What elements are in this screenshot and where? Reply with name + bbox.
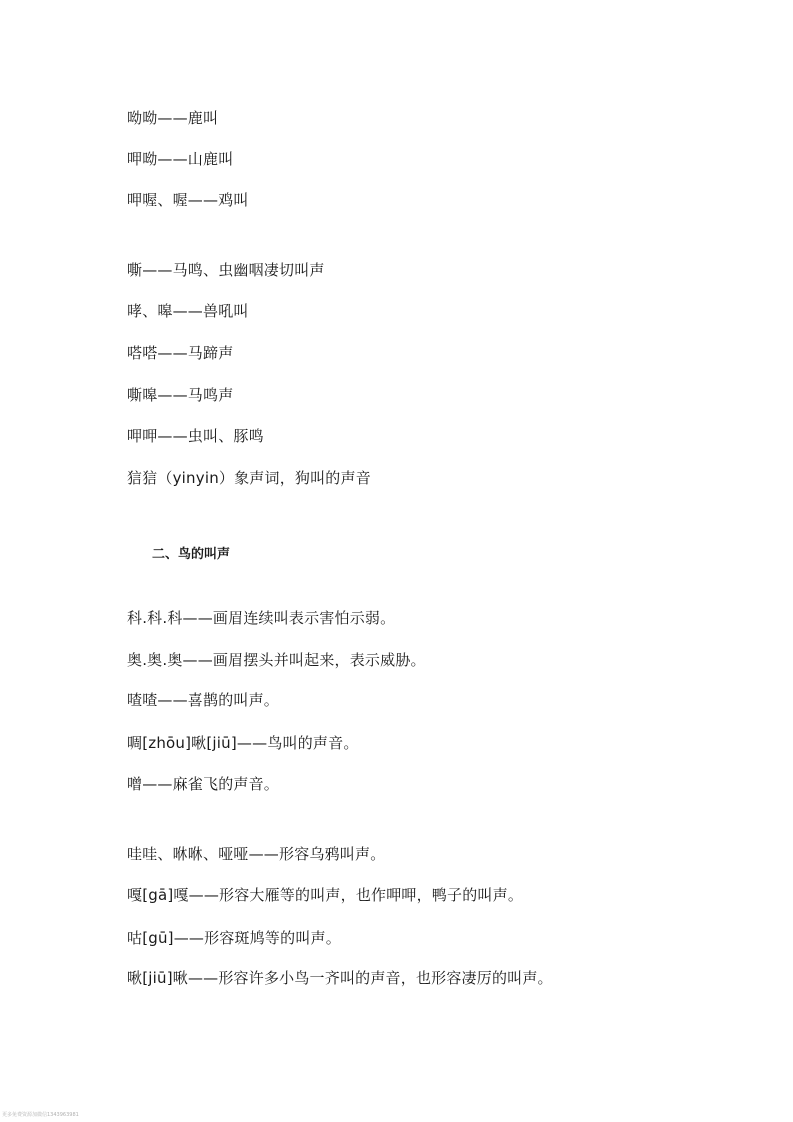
section-heading: 二、鸟的叫声: [152, 547, 231, 562]
sound-entry: 噌——麻雀飞的声音。: [127, 775, 280, 793]
sound-entry: 嘶嗥——马鸣声: [127, 386, 234, 404]
sound-entry: 嗒嗒——马蹄声: [127, 344, 234, 362]
sound-entry: 呷呦——山鹿叫: [127, 150, 234, 168]
sound-entry: 科.科.科——画眉连续叫表示害怕示弱。: [127, 609, 396, 627]
sound-entry: 奥.奥.奥——画眉摆头并叫起来，表示威胁。: [127, 651, 426, 669]
sound-entry: 啾[jiū]啾——形容许多小鸟一齐叫的声音，也形容凄厉的叫声。: [127, 969, 553, 987]
sound-entry: 狺狺（yinyin）象声词，狗叫的声音: [127, 469, 371, 487]
sound-entry: 喳喳——喜鹊的叫声。: [127, 691, 280, 709]
sound-entry: 哇哇、咻咻、哑哑——形容乌鸦叫声。: [127, 845, 386, 863]
sound-entry: 哮、嗥——兽吼叫: [127, 302, 249, 320]
sound-entry: 啁[zhōu]啾[jiū]——鸟叫的声音。: [127, 734, 359, 752]
sound-entry: 呷呷——虫叫、豚鸣: [127, 427, 264, 445]
sound-entry: 嘶——马鸣、虫幽咽凄切叫声: [127, 261, 325, 279]
sound-entry: 嘎[gā]嘎——形容大雁等的叫声，也作呷呷，鸭子的叫声。: [127, 886, 524, 904]
footer-watermark: 更多免费资源加微信1343963981: [2, 1112, 79, 1118]
sound-entry: 呦呦——鹿叫: [127, 109, 219, 127]
sound-entry: 呷喔、喔——鸡叫: [127, 191, 249, 209]
sound-entry: 咕[gū]——形容斑鸠等的叫声。: [127, 929, 341, 947]
